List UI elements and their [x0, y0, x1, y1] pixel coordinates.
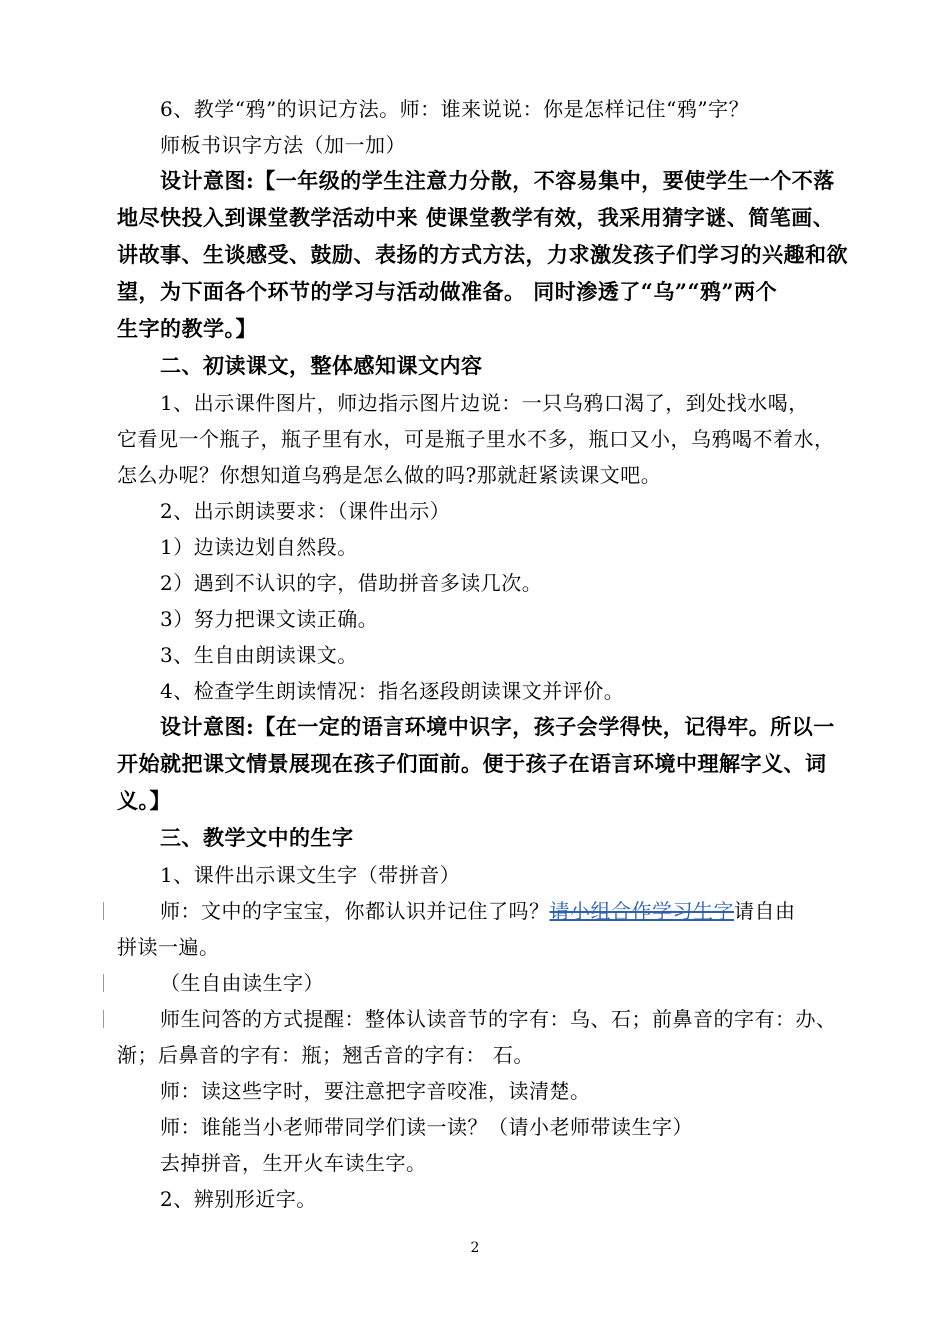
text-line: 4、检查学生朗读情况：指名逐段朗读课文并评价。 — [160, 679, 625, 703]
text-line: 它看见一个瓶子，瓶子里有水，可是瓶子里水不多，瓶口又小，乌鸦喝不着水， — [117, 427, 835, 451]
design-intent-line: 义。】 — [117, 788, 171, 813]
text-line: 1、出示课件图片，师边指示图片边说：一只乌鸦口渴了，到处找水喝， — [160, 391, 809, 415]
text-line: 师板书识字方法（加一加） — [160, 133, 406, 157]
text-line: 去掉拼音，生开火车读生字。 — [160, 1151, 427, 1175]
text-line: 3、生自由朗读课文。 — [160, 643, 358, 667]
revision-line — [160, 896, 840, 926]
revision-bar — [103, 1010, 104, 1028]
revision-after: 请自由 — [734, 899, 796, 923]
text-line: 师生问答的方式提醒：整体认读音节的字有：乌、石；前鼻音的字有：办、 — [160, 1007, 837, 1031]
section-heading: 三、教学文中的生字 — [160, 825, 354, 850]
list-item: 2）遇到不认识的字，借助拼音多读几次。 — [160, 571, 543, 595]
text-line: 拼读一遍。 — [117, 935, 220, 959]
design-intent-line: 地尽快投入到课堂教学活动中来 使课堂教学有效，我采用猜字谜、简笔画、 — [117, 205, 835, 230]
text-line: 2、出示朗读要求：（课件出示） — [160, 499, 451, 523]
section-heading: 二、初读课文，整体感知课文内容 — [160, 353, 483, 378]
text-line: 怎么办呢？你想知道乌鸦是怎么做的吗?那就赶紧读课文吧。 — [117, 463, 662, 487]
text-line: 师：谁能当小老师带同学们读一读？（请小老师带读生字） — [160, 1115, 693, 1139]
deleted-text: 请小组合作学习生字 — [549, 899, 734, 923]
text-line: 渐；后鼻音的字有：瓶；翘舌音的字有： 石。 — [117, 1043, 534, 1067]
list-item: 3）努力把课文读正确。 — [160, 607, 379, 631]
text-line: 6、教学“鸦”的识记方法。师：谁来说说：你是怎样记住“鸦”字？ — [160, 97, 750, 121]
page-number: 2 — [470, 1240, 480, 1256]
text-line: 1、课件出示课文生字（带拼音） — [160, 863, 461, 887]
revision-bar — [103, 902, 104, 920]
design-intent-line: 生字的教学。】 — [117, 316, 257, 341]
text-line: 师：读这些字时，要注意把字音咬准，读清楚。 — [160, 1079, 591, 1103]
design-intent-line: 开始就把课文情景展现在孩子们面前。便于孩子在语言环境中理解字义、词 — [117, 751, 827, 776]
text-line: 2、辨别形近字。 — [160, 1187, 317, 1211]
design-intent-line: 讲故事、生谈感受、鼓励、表扬的方式方法，力求激发孩子们学习的兴趣和欲 — [117, 242, 848, 267]
design-intent-line: 设计意图:【在一定的语言环境中识字，孩子会学得快，记得牢。所以一 — [160, 714, 835, 739]
list-item: 1）边读边划自然段。 — [160, 535, 358, 559]
design-intent-line: 望，为下面各个环节的学习与活动做准备。 同时渗透了“乌”“鸦”两个 — [117, 279, 778, 304]
revision-before: 师：文中的字宝宝，你都认识并记住了吗？ — [160, 899, 550, 923]
revision-bar — [103, 974, 104, 992]
design-intent-line: 设计意图:【一年级的学生注意力分散，不容易集中，要使学生一个不落 — [160, 168, 835, 193]
text-line: （生自由读生字） — [160, 971, 324, 995]
